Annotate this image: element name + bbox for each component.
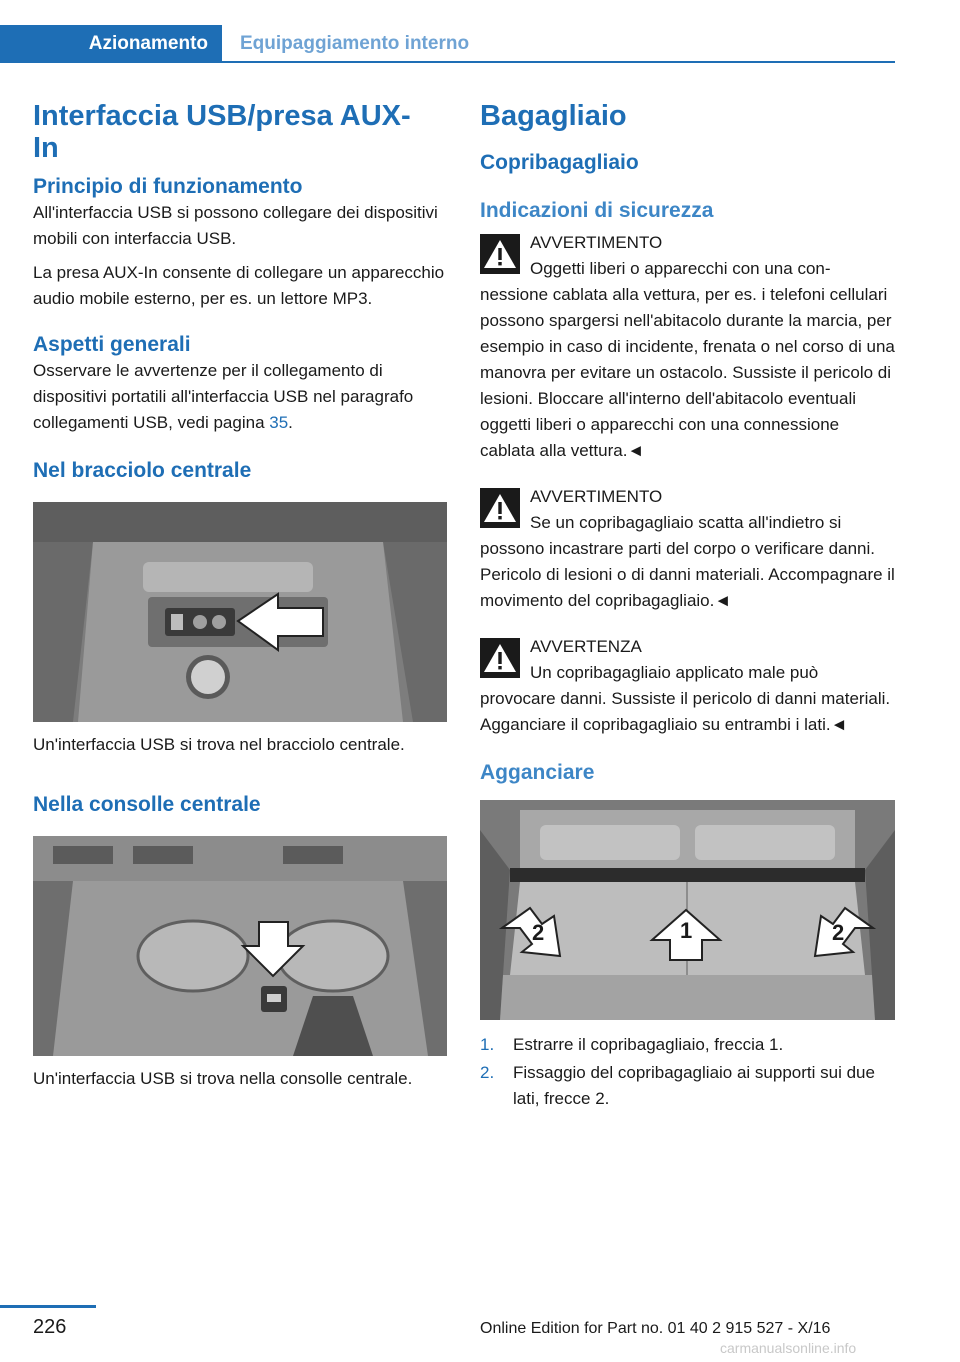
warning-label: AVVERTIMENTO [530, 487, 663, 506]
edition-info: Online Edition for Part no. 01 40 2 915 527 - X/16 [480, 1320, 831, 1337]
warning-block-3 [480, 634, 895, 738]
general-text: Osservare le avvertenze per il collegamento di dispositivi portatili all'interfaccia USB nel paragrafo collegamenti USB, vedi pagina [33, 361, 414, 432]
list-item [480, 1032, 895, 1058]
trunk-cover-photo [480, 800, 895, 1020]
safety-heading: Indicazioni di sicurezza [480, 199, 714, 222]
armrest-usb-photo [33, 502, 447, 722]
warning-text [480, 510, 895, 614]
left-column [33, 100, 447, 1092]
warning-text-first: Oggetti liberi o apparecchi con una con- [530, 259, 831, 278]
console-usb-photo [33, 836, 447, 1056]
console-caption: Un'interfaccia USB si trova nella consolle centrale. [33, 1069, 413, 1088]
section-tab-active[interactable] [0, 25, 222, 63]
warning-text-rest: provocare danni. Sussiste il pericolo di danni materiali. Agganciare il copribagagliaio su entrambi i lati.◄ [480, 689, 891, 734]
general-paragraph [33, 358, 447, 436]
watermark: carmanualsonline.info [720, 1340, 857, 1356]
step-number: 1. [480, 1035, 495, 1054]
warning-text-first: Se un copribagagliaio scatta all'indietro si [530, 513, 842, 532]
warning-block-2 [480, 484, 895, 614]
principle-paragraph-2: La presa AUX-In consente di collegare un apparecchio audio mobile esterno, per es. un lettore MP3. [33, 263, 445, 308]
page-title: Interfaccia USB/presa AUX-In [33, 100, 411, 164]
warning-triangle-icon [480, 638, 520, 678]
section-tab-inactive[interactable] [240, 25, 469, 63]
warning-triangle-icon [480, 234, 520, 274]
principle-heading: Principio di funzionamento [33, 175, 303, 198]
warning-block-1 [480, 230, 895, 464]
warning-label: AVVERTENZA [530, 637, 642, 656]
section-tab-label: Equipaggiamento interno [240, 33, 470, 54]
page-number: 226 [33, 1316, 67, 1338]
arrow-label: 2 [832, 920, 845, 945]
list-item [480, 1060, 895, 1112]
warning-text [480, 256, 895, 464]
footer-rule [0, 1305, 96, 1308]
warning-triangle-icon [480, 488, 520, 528]
warning-text-rest: possono incastrare parti del corpo o verificare danni. Pericolo di lesioni o di danni materiali. Accompagnare il movimento del copribagagliaio.◄ [480, 539, 895, 610]
warning-text-rest: nessione cablata alla vettura, per es. i telefoni cellulari possono spargersi nell'abitacolo durante la marcia, per esempio in caso di incidente, frenata o nel corso di una manovra per evitare un ostacolo. Sussiste il pericolo di lesioni. Bloccare all'interno dell'abitacolo eventuali oggetti liberi o apparecchi con una connessione cablata alla vettura.◄ [480, 285, 895, 460]
warning-text-first: Un copribagagliaio applicato male può [530, 663, 819, 682]
general-heading: Aspetti generali [33, 333, 191, 356]
warning-label: AVVERTIMENTO [530, 233, 663, 252]
steps-list [480, 1032, 895, 1112]
right-column [480, 100, 895, 1112]
page-link[interactable]: 35 [269, 413, 289, 432]
general-text-end: . [288, 413, 293, 432]
console-heading: Nella consolle centrale [33, 793, 261, 816]
step-text: Fissaggio del copribagagliaio ai supporti sui due lati, frecce 2. [513, 1063, 875, 1108]
hook-heading: Agganciare [480, 761, 595, 784]
header-rule [0, 61, 895, 63]
arrow-label: 1 [680, 918, 693, 943]
section-title: Bagagliaio [480, 100, 627, 132]
warning-text [480, 660, 895, 738]
step-number: 2. [480, 1063, 495, 1082]
arrow-label: 2 [532, 920, 545, 945]
step-text: Estrarre il copribagagliaio, freccia 1. [513, 1035, 784, 1054]
armrest-heading: Nel bracciolo centrale [33, 459, 252, 482]
principle-paragraph-1: All'interfaccia USB si possono collegare dei dispositivi mobili con interfaccia USB. [33, 203, 438, 248]
section-tab-label: Azionamento [88, 33, 208, 54]
cover-heading: Copribagagliaio [480, 151, 639, 174]
armrest-caption: Un'interfaccia USB si trova nel bracciolo centrale. [33, 735, 405, 754]
